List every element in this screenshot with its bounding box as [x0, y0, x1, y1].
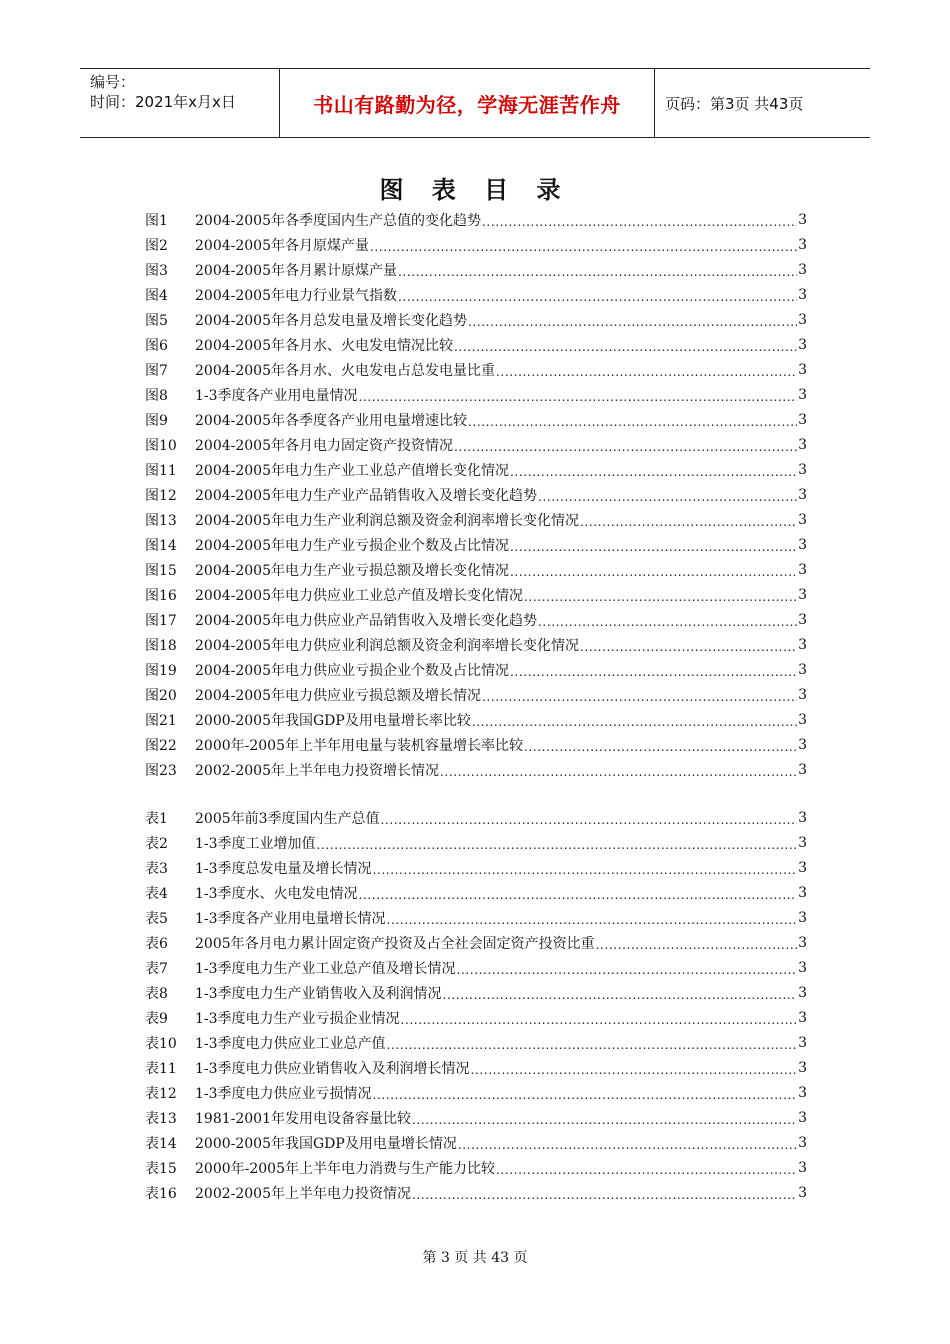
entry-title: 1-3季度电力供应业亏损情况	[195, 1085, 372, 1102]
entry-label: 图2	[145, 237, 168, 254]
entry-page-number: 3	[798, 859, 807, 876]
entry-title: 2004-2005年各月累计原煤产量	[195, 262, 397, 279]
entry-page-number: 3	[798, 1009, 807, 1026]
figure-entry[interactable]	[145, 732, 807, 757]
entry-title: 2000-2005年我国GDP及用电量增长情况	[195, 1135, 457, 1152]
entry-title: 2004-2005年电力供应业亏损企业个数及占比情况	[195, 662, 509, 679]
dot-leader	[538, 489, 797, 505]
table-entry[interactable]	[145, 830, 807, 855]
dot-leader	[580, 514, 797, 530]
entry-label: 表14	[145, 1135, 177, 1152]
table-entry[interactable]	[145, 880, 807, 905]
entry-label: 图8	[145, 387, 168, 404]
entry-title: 1-3季度电力生产业工业总产值及增长情况	[195, 960, 456, 977]
dot-leader	[443, 987, 798, 1003]
entry-page-number: 3	[798, 934, 807, 951]
entry-label: 图19	[145, 662, 177, 679]
entry-label: 表15	[145, 1160, 177, 1177]
entry-label: 图18	[145, 637, 177, 654]
figure-entry[interactable]	[145, 582, 807, 607]
entry-label: 图20	[145, 687, 177, 704]
figure-entry[interactable]	[145, 307, 807, 332]
entry-title: 2000年-2005年上半年用电量与装机容量增长率比较	[195, 737, 523, 754]
table-entry[interactable]	[145, 1055, 807, 1080]
entry-label: 图10	[145, 437, 177, 454]
entry-label: 表10	[145, 1035, 177, 1052]
entry-label: 图21	[145, 712, 177, 729]
dot-leader	[373, 1087, 798, 1103]
entry-page-number: 3	[798, 959, 807, 976]
dot-leader	[596, 937, 797, 953]
entry-title: 2004-2005年电力生产业利润总额及资金利润率增长变化情况	[195, 512, 579, 529]
figure-entry[interactable]	[145, 207, 807, 232]
entry-label: 图15	[145, 562, 177, 579]
entry-title: 2004-2005年电力生产业工业总产值增长变化情况	[195, 462, 509, 479]
dot-leader	[359, 887, 798, 903]
entry-page-number: 3	[798, 809, 807, 826]
table-list	[145, 805, 807, 1205]
table-entry[interactable]	[145, 1030, 807, 1055]
dot-leader	[468, 314, 797, 330]
figure-entry[interactable]	[145, 632, 807, 657]
entry-title: 1981-2001年发用电设备容量比较	[195, 1110, 411, 1127]
dot-leader	[398, 289, 797, 305]
figure-entry[interactable]	[145, 357, 807, 382]
doc-date: 时间：2021年x月x日	[90, 93, 236, 111]
entry-page-number: 3	[798, 1184, 807, 1201]
entry-label: 表4	[145, 885, 168, 902]
entry-page-number: 3	[798, 736, 807, 753]
dot-leader	[387, 1037, 798, 1053]
figure-entry[interactable]	[145, 657, 807, 682]
entry-label: 图13	[145, 512, 177, 529]
figure-entry[interactable]	[145, 557, 807, 582]
dot-leader	[457, 962, 798, 978]
dot-leader	[471, 1062, 798, 1078]
entry-title: 2004-2005年电力生产业亏损总额及增长变化情况	[195, 562, 509, 579]
dot-leader	[458, 1137, 797, 1153]
entry-page-number: 3	[798, 1109, 807, 1126]
entry-page-number: 3	[798, 361, 807, 378]
entry-title: 2004-2005年电力行业景气指数	[195, 287, 397, 304]
dot-leader	[440, 764, 797, 780]
entry-title: 1-3季度电力供应业工业总产值	[195, 1035, 386, 1052]
entry-label: 图4	[145, 287, 168, 304]
header-page-info: 页码：第3页 共43页	[665, 94, 804, 113]
dot-leader	[387, 912, 798, 928]
table-entry[interactable]	[145, 1105, 807, 1130]
entry-label: 图16	[145, 587, 177, 604]
entry-label: 表8	[145, 985, 168, 1002]
entry-page-number: 3	[798, 486, 807, 503]
figure-entry[interactable]	[145, 757, 807, 782]
entry-page-number: 3	[798, 1059, 807, 1076]
entry-title: 1-3季度电力供应业销售收入及利润增长情况	[195, 1060, 470, 1077]
entry-page-number: 3	[798, 834, 807, 851]
entry-title: 2004-2005年电力供应业产品销售收入及增长变化趋势	[195, 612, 537, 629]
entry-label: 表11	[145, 1060, 177, 1077]
doc-number-label: 编号：	[90, 73, 136, 91]
table-entry[interactable]	[145, 1180, 807, 1205]
dot-leader	[317, 837, 798, 853]
entry-title: 2004-2005年各季度各产业用电量增速比较	[195, 412, 467, 429]
entry-title: 2004-2005年电力生产业亏损企业个数及占比情况	[195, 537, 509, 554]
entry-page-number: 3	[798, 261, 807, 278]
entry-title: 2004-2005年各季度国内生产总值的变化趋势	[195, 212, 481, 229]
entry-page-number: 3	[798, 211, 807, 228]
entry-page-number: 3	[798, 1034, 807, 1051]
table-entry[interactable]	[145, 980, 807, 1005]
dot-leader	[510, 564, 797, 580]
page-title: 图 表 目 录	[379, 176, 571, 204]
entry-page-number: 3	[798, 711, 807, 728]
figure-entry[interactable]	[145, 682, 807, 707]
dot-leader	[510, 464, 797, 480]
figure-entry[interactable]	[145, 232, 807, 257]
entry-title: 1-3季度各产业用电量增长情况	[195, 910, 386, 927]
dot-leader	[381, 812, 798, 828]
entry-label: 表1	[145, 810, 168, 827]
header-meta	[80, 69, 280, 137]
entry-title: 2004-2005年各月电力固定资产投资情况	[195, 437, 453, 454]
entry-page-number: 3	[798, 536, 807, 553]
entry-label: 图14	[145, 537, 177, 554]
table-entry[interactable]	[145, 1005, 807, 1030]
entry-label: 图3	[145, 262, 168, 279]
dot-leader	[412, 1112, 797, 1128]
entry-label: 图1	[145, 212, 168, 229]
entry-page-number: 3	[798, 611, 807, 628]
figure-entry[interactable]	[145, 532, 807, 557]
figure-entry[interactable]	[145, 457, 807, 482]
dot-leader	[472, 714, 797, 730]
entry-title: 1-3季度总发电量及增长情况	[195, 860, 372, 877]
entry-title: 1-3季度各产业用电量情况	[195, 387, 358, 404]
figure-list	[145, 207, 807, 782]
page-footer: 第 3 页 共 43 页	[422, 1250, 528, 1266]
entry-title: 2000-2005年我国GDP及用电量增长率比较	[195, 712, 471, 729]
dot-leader	[359, 389, 798, 405]
dot-leader	[401, 1012, 798, 1028]
dot-leader	[454, 439, 797, 455]
figure-entry[interactable]	[145, 282, 807, 307]
entry-title: 2005年各月电力累计固定资产投资及占全社会固定资产投资比重	[195, 935, 595, 952]
entry-label: 图6	[145, 337, 168, 354]
entry-page-number: 3	[798, 511, 807, 528]
entry-title: 1-3季度电力生产业销售收入及利润情况	[195, 985, 442, 1002]
entry-label: 图23	[145, 762, 177, 779]
entry-title: 2004-2005年电力供应业亏损总额及增长情况	[195, 687, 481, 704]
entry-title: 2004-2005年各月水、火电发电占总发电量比重	[195, 362, 495, 379]
dot-leader	[580, 639, 797, 655]
entry-label: 表13	[145, 1110, 177, 1127]
dot-leader	[412, 1187, 797, 1203]
entry-title: 2004-2005年各月总发电量及增长变化趋势	[195, 312, 467, 329]
figure-entry[interactable]	[145, 482, 807, 507]
entry-label: 表16	[145, 1185, 177, 1202]
entry-page-number: 3	[798, 984, 807, 1001]
entry-page-number: 3	[798, 286, 807, 303]
entry-title: 1-3季度工业增加值	[195, 835, 316, 852]
entry-page-number: 3	[798, 561, 807, 578]
figure-entry[interactable]	[145, 707, 807, 732]
entry-label: 图9	[145, 412, 168, 429]
entry-page-number: 3	[798, 884, 807, 901]
entry-page-number: 3	[798, 461, 807, 478]
dot-leader	[510, 664, 797, 680]
entry-title: 2004-2005年各月原煤产量	[195, 237, 369, 254]
entry-page-number: 3	[798, 586, 807, 603]
dot-leader	[538, 614, 797, 630]
dot-leader	[398, 264, 797, 280]
entry-title: 2002-2005年上半年电力投资增长情况	[195, 762, 439, 779]
dot-leader	[454, 339, 797, 355]
entry-title: 2004-2005年各月水、火电发电情况比较	[195, 337, 453, 354]
entry-page-number: 3	[798, 909, 807, 926]
table-entry[interactable]	[145, 1130, 807, 1155]
entry-title: 2004-2005年电力供应业工业总产值及增长变化情况	[195, 587, 523, 604]
entry-page-number: 3	[798, 411, 807, 428]
page-header	[80, 68, 870, 138]
header-motto: 书山有路勤为径，学海无涯苦作舟	[280, 69, 655, 137]
dot-leader	[482, 214, 797, 230]
figure-entry[interactable]	[145, 257, 807, 282]
entry-label: 图17	[145, 612, 177, 629]
dot-leader	[496, 1162, 797, 1178]
table-entry[interactable]	[145, 805, 807, 830]
entry-label: 表6	[145, 935, 168, 952]
dot-leader	[524, 739, 797, 755]
table-entry[interactable]	[145, 930, 807, 955]
figure-entry[interactable]	[145, 332, 807, 357]
dot-leader	[370, 239, 797, 255]
entry-title: 2000年-2005年上半年电力消费与生产能力比较	[195, 1160, 495, 1177]
dot-leader	[496, 364, 797, 380]
figure-entry[interactable]	[145, 607, 807, 632]
entry-label: 表12	[145, 1085, 177, 1102]
entry-title: 2004-2005年电力供应业利润总额及资金利润率增长变化情况	[195, 637, 579, 654]
entry-page-number: 3	[798, 236, 807, 253]
entry-label: 图7	[145, 362, 168, 379]
entry-title: 2002-2005年上半年电力投资情况	[195, 1185, 411, 1202]
entry-page-number: 3	[798, 686, 807, 703]
dot-leader	[510, 539, 797, 555]
dot-leader	[482, 689, 797, 705]
entry-title: 2004-2005年电力生产业产品销售收入及增长变化趋势	[195, 487, 537, 504]
entry-label: 表5	[145, 910, 168, 927]
entry-label: 图12	[145, 487, 177, 504]
figure-entry[interactable]	[145, 407, 807, 432]
figure-entry[interactable]	[145, 432, 807, 457]
entry-label: 表7	[145, 960, 168, 977]
figure-entry[interactable]	[145, 382, 807, 407]
entry-label: 图22	[145, 737, 177, 754]
entry-page-number: 3	[798, 386, 807, 403]
table-entry[interactable]	[145, 905, 807, 930]
entry-page-number: 3	[798, 1159, 807, 1176]
table-entry[interactable]	[145, 1155, 807, 1180]
entry-label: 图11	[145, 462, 177, 479]
entry-label: 表3	[145, 860, 168, 877]
entry-title: 2005年前3季度国内生产总值	[195, 810, 380, 827]
entry-page-number: 3	[798, 1084, 807, 1101]
table-entry[interactable]	[145, 1080, 807, 1105]
table-entry[interactable]	[145, 855, 807, 880]
dot-leader	[373, 862, 798, 878]
entry-page-number: 3	[798, 336, 807, 353]
figure-entry[interactable]	[145, 507, 807, 532]
dot-leader	[524, 589, 797, 605]
entry-page-number: 3	[798, 661, 807, 678]
entry-label: 表2	[145, 835, 168, 852]
entry-page-number: 3	[798, 311, 807, 328]
entry-page-number: 3	[798, 1134, 807, 1151]
entry-page-number: 3	[798, 436, 807, 453]
entry-label: 图5	[145, 312, 168, 329]
entry-title: 1-3季度电力生产业亏损企业情况	[195, 1010, 400, 1027]
entry-page-number: 3	[798, 761, 807, 778]
entry-label: 表9	[145, 1010, 168, 1027]
entry-title: 1-3季度水、火电发电情况	[195, 885, 358, 902]
table-entry[interactable]	[145, 955, 807, 980]
dot-leader	[468, 414, 797, 430]
entry-page-number: 3	[798, 636, 807, 653]
